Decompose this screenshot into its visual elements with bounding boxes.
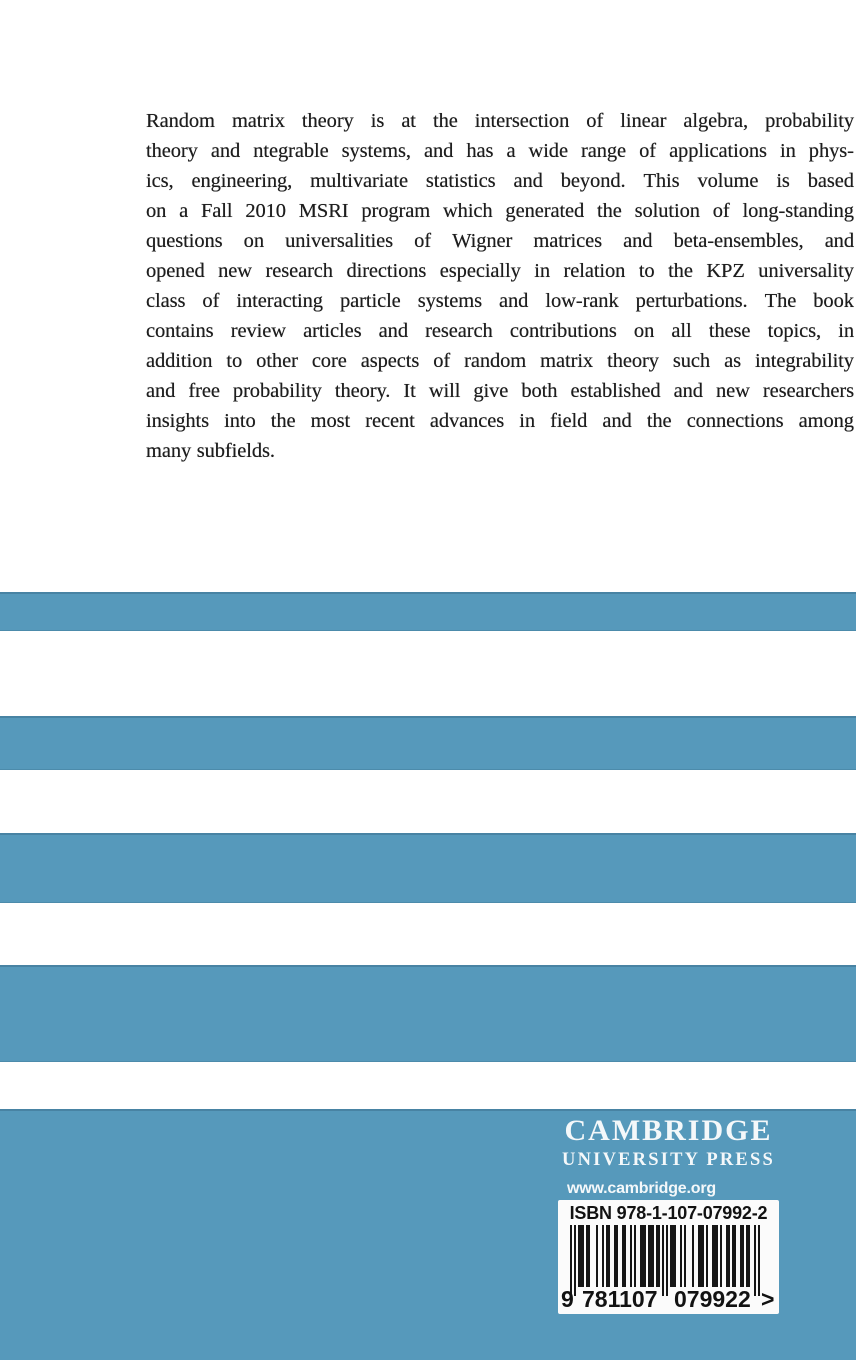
blurb-line: on a Fall 2010 MSRI program which generated the solution of long-standing (146, 200, 854, 222)
isbn-label: ISBN 978-1-107-07992-2 (569, 1203, 768, 1223)
barcode-bar (574, 1225, 576, 1296)
publisher-website: www.cambridge.org (567, 1180, 716, 1197)
decor-stripe-2 (0, 716, 856, 770)
publisher-block (558, 1114, 779, 1198)
barcode-bar (758, 1225, 760, 1296)
barcode-bar (616, 1225, 618, 1287)
barcode-bar (666, 1225, 668, 1296)
barcode-bar (748, 1225, 750, 1287)
blurb-line: and free probability theory. It will give both established and new researchers (146, 380, 854, 402)
barcode-bar (702, 1225, 704, 1287)
decor-stripe-3 (0, 833, 856, 903)
barcode-bar (644, 1225, 646, 1287)
barcode-bar (734, 1225, 736, 1287)
ean-digit-group-left: 781107 (582, 1286, 658, 1312)
barcode-bar (692, 1225, 694, 1287)
barcode-bar (582, 1225, 584, 1287)
blurb-line: many subfields. (146, 440, 275, 462)
decor-stripe-4 (0, 965, 856, 1062)
barcode-bar (652, 1225, 654, 1287)
blurb-line: Random matrix theory is at the intersection of linear algebra, probability (146, 110, 854, 132)
barcode-bar (634, 1225, 636, 1287)
barcode-bar (684, 1225, 686, 1287)
barcode-bar (624, 1225, 626, 1287)
ean-digit-group-right: 079922 (674, 1286, 751, 1312)
barcode-bar (588, 1225, 590, 1287)
blurb-line: class of interacting particle systems and low-rank perturbations. The book (146, 290, 854, 312)
blurb-line: addition to other core aspects of random matrix theory such as integrability (146, 350, 854, 372)
barcode-bar (596, 1225, 598, 1287)
barcode-bar (662, 1225, 664, 1296)
barcode-bar (680, 1225, 682, 1287)
barcode-bar (706, 1225, 708, 1287)
blurb-line: opened new research directions especially in relation to the KPZ universality (146, 260, 854, 282)
barcode-bar (716, 1225, 718, 1287)
blurb-line: ics, engineering, multivariate statistics and beyond. This volume is based (146, 170, 854, 192)
barcode-bar (658, 1225, 660, 1287)
publisher-wordmark: CAMBRIDGE (564, 1114, 773, 1147)
blurb-line: questions on universalities of Wigner matrices and beta-ensembles, and (146, 230, 854, 252)
barcode-bar (728, 1225, 730, 1287)
barcode-bar (602, 1225, 604, 1287)
ean-quiet-zone-indicator: > (761, 1286, 775, 1312)
barcode-bar (754, 1225, 756, 1296)
barcode-bar (630, 1225, 632, 1287)
back-cover-blurb (146, 106, 854, 466)
decor-stripe-1 (0, 592, 856, 631)
barcode-bar (742, 1225, 744, 1287)
blurb-line: insights into the most recent advances in field and the connections among (146, 410, 854, 432)
publisher-imprint: UNIVERSITY PRESS (562, 1150, 775, 1170)
barcode-bar (608, 1225, 610, 1287)
barcode-bar (674, 1225, 676, 1287)
blurb-line: contains review articles and research contributions on all these topics, in (146, 320, 854, 342)
barcode-bar (720, 1225, 722, 1287)
isbn-box (558, 1200, 779, 1314)
blurb-line: theory and ntegrable systems, and has a wide range of applications in phys- (146, 140, 854, 162)
ean-digit-prefix: 9 (561, 1286, 574, 1312)
